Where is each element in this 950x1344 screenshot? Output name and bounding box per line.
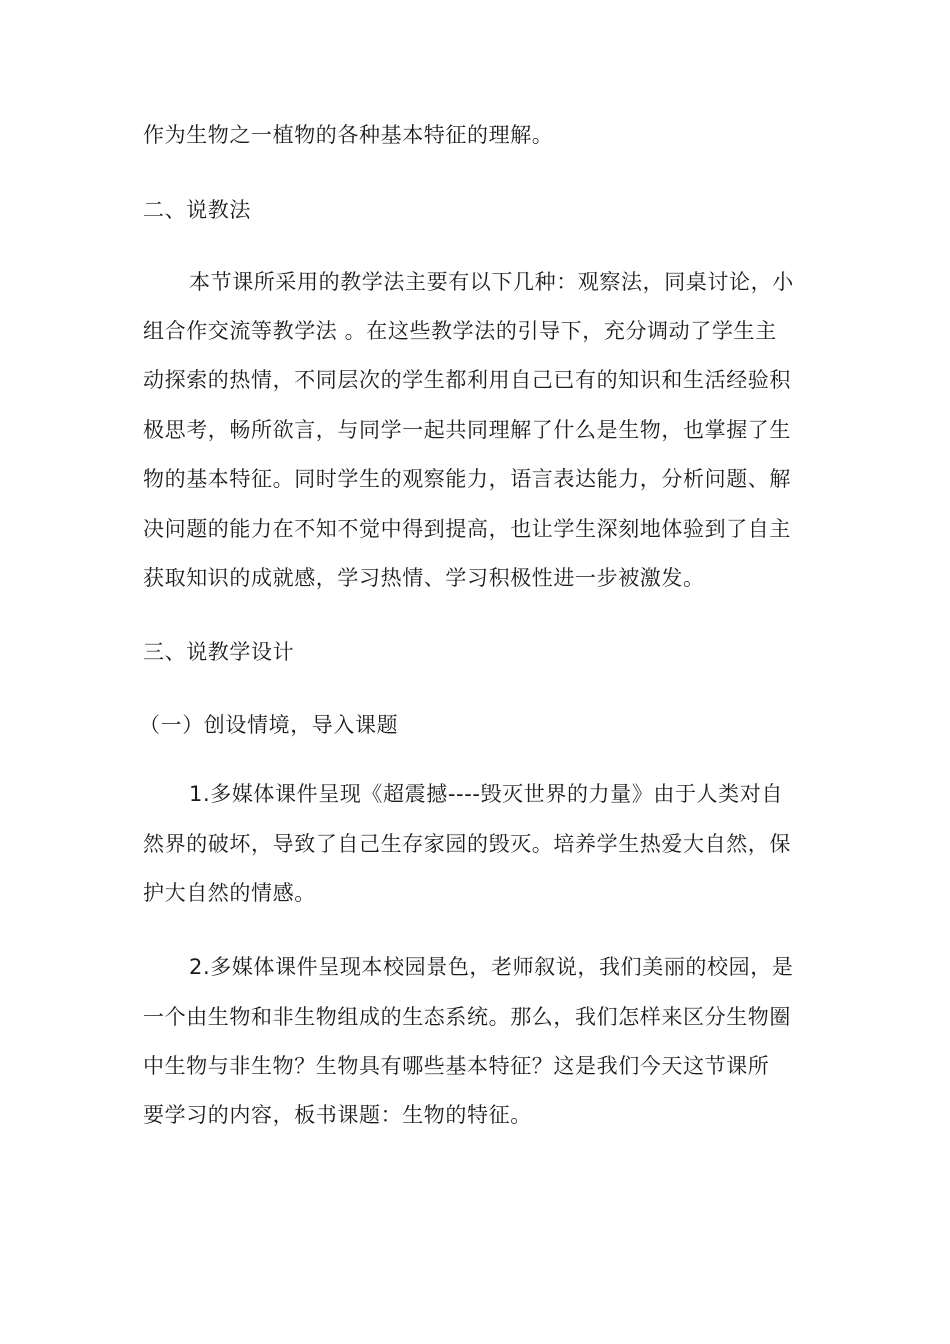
paragraph-line: 获取知识的成就感，学习热情、学习积极性进一步被激发。 [143, 566, 705, 590]
paragraph-line: 1.多媒体课件呈现《超震撼----毁灭世界的力量》由于人类对自 [189, 782, 783, 806]
paragraph-line: 组合作交流等教学法 。在这些教学法的引导下，充分调动了学生主 [143, 319, 777, 343]
paragraph-line: 动探索的热情，不同层次的学生都利用自己已有的知识和生活经验积 [143, 368, 791, 392]
section-heading: 三、说教学设计 [143, 640, 295, 664]
paragraph-line: 作为生物之一植物的各种基本特征的理解。 [143, 123, 554, 147]
paragraph-line: 护大自然的情感。 [143, 881, 316, 905]
paragraph-line: 要学习的内容，板书课题：生物的特征。 [143, 1103, 532, 1127]
paragraph-line: 一个由生物和非生物组成的生态系统。那么，我们怎样来区分生物圈 [143, 1005, 791, 1029]
paragraph-line: 本节课所采用的教学法主要有以下几种：观察法，同桌讨论，小 [189, 270, 794, 294]
paragraph-line: 物的基本特征。同时学生的观察能力，语言表达能力，分析问题、解 [143, 467, 791, 491]
paragraph-line: 然界的破坏，导致了自己生存家园的毁灭。培养学生热爱大自然，保 [143, 832, 791, 856]
paragraph-line: 中生物与非生物？生物具有哪些基本特征？这是我们今天这节课所 [143, 1054, 770, 1078]
paragraph-line: 决问题的能力在不知不觉中得到提高，也让学生深刻地体验到了自主 [143, 517, 791, 541]
paragraph-line: 极思考，畅所欲言，与同学一起共同理解了什么是生物，也掌握了生 [143, 418, 791, 442]
subsection-heading: （一）创设情境，导入课题 [139, 713, 399, 737]
section-heading: 二、说教法 [143, 198, 251, 222]
paragraph-line: 2.多媒体课件呈现本校园景色，老师叙说，我们美丽的校园，是 [189, 955, 794, 979]
